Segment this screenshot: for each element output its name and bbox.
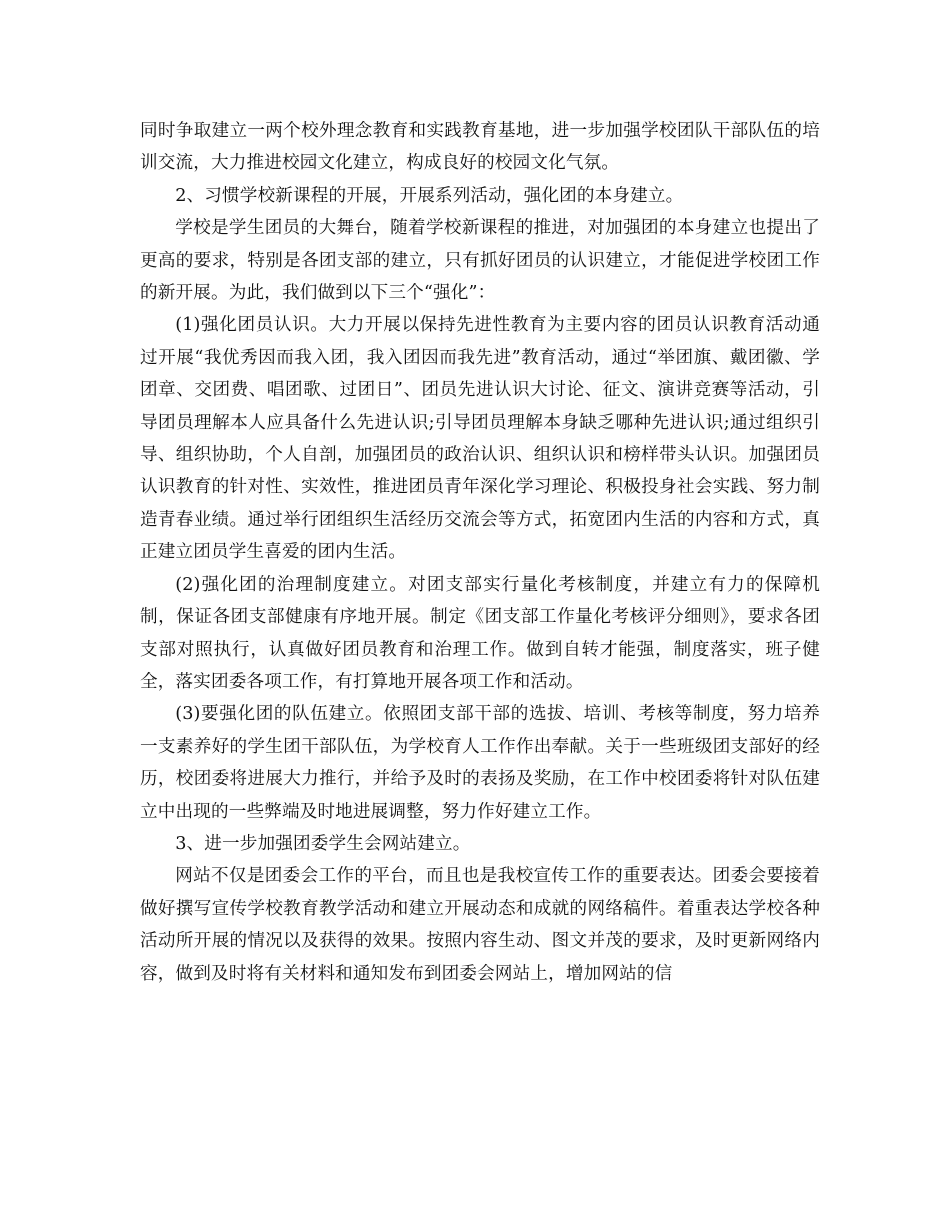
paragraph-heading-3: 3、进一步加强团委学生会网站建立。 — [175, 833, 471, 854]
paragraph-item-1: (1)强化团员认识。大力开展以保持先进性教育为主要内容的团员认识教育活动通过开展“我优秀因而我入团，我入团因而我先进”教育活动，通过“举团旗、戴团徽、学团章、交团费、唱团歌、过团日”、团员先进认识大讨论、征文、演讲竞赛等活动，引导团员理解本人应具备什么先进认识;引导团员理解本身缺乏哪种先进认识;通过组织引导、组织协助，个人自剖，加强团员的政治认识、组织认识和榜样带头认识。加强团员认识教育的针对性、实效性，推进团员青年深化学习理论、积极投身社会实践、努力制造青春业绩。通过举行团组织生活经历交流会等方式，拓宽团内生活的内容和方式，真正建立团员学生喜爱的团内生活。 — [140, 315, 820, 563]
paragraph-school-stage: 学校是学生团员的大舞台，随着学校新课程的推进，对加强团的本身建立也提出了更高的要求，特别是各团支部的建立，只有抓好团员的认识建立，才能促进学校团工作的新开展。为此，我们做到以下三个“强化”： — [140, 218, 820, 304]
paragraph-heading-2: 2、习惯学校新课程的开展，开展系列活动，强化团的本身建立。 — [175, 185, 684, 206]
paragraph-item-2: (2)强化团的治理制度建立。对团支部实行量化考核制度，并建立有力的保障机制，保证各团支部健康有序地开展。制定《团支部工作量化考核评分细则》，要求各团支部对照执行，认真做好团员教育和治理工作。做到自转才能强，制度落实，班子健全，落实团委各项工作，有打算地开展各项工作和活动。 — [140, 574, 820, 692]
paragraph-item-3: (3)要强化团的队伍建立。依照团支部干部的选拔、培训、考核等制度，努力培养一支素养好的学生团干部队伍，为学校育人工作作出奉献。关于一些班级团支部好的经历，校团委将进展大力推行，并给予及时的表扬及奖励，在工作中校团委将针对队伍建立中出现的一些弊端及时地进展调整，努力作好建立工作。 — [140, 704, 820, 822]
paragraph-website: 网站不仅是团委会工作的平台，而且也是我校宣传工作的重要表达。团委会要接着做好撰写宣传学校教育教学活动和建立开展动态和成就的网络稿件。着重表达学校各种活动所开展的情况以及获得的效果。按照内容生动、图文并茂的要求，及时更新网络内容，做到及时将有关材料和通知发布到团委会网站上，增加网站的信 — [140, 866, 820, 984]
paragraph-continuation: 同时争取建立一两个校外理念教育和实践教育基地，进一步加强学校团队干部队伍的培训交流，大力推进校园文化建立，构成良好的校园文化气氛。 — [140, 121, 820, 174]
document-body — [140, 115, 820, 990]
